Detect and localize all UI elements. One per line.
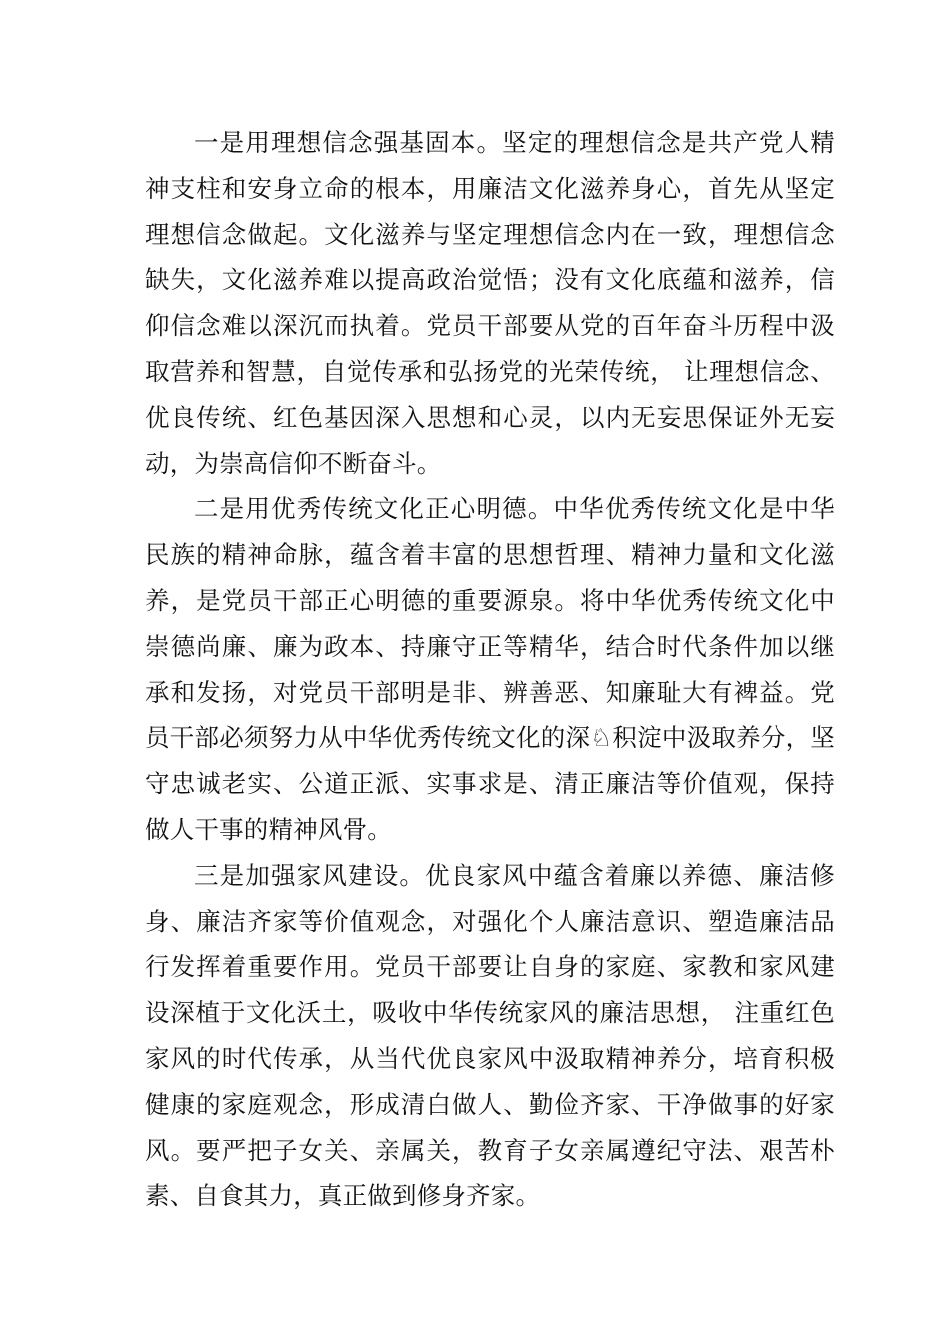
paragraph-ideals-beliefs: 一是用理想信念强基固本。坚定的理想信念是共产党人精神支柱和安身立命的根本，用廉洁文化滋养身心，首先从坚定理想信念做起。文化滋养与坚定理想信念内在一致，理想信念缺失，文化滋养难以提高政治觉悟；没有文化底蕴和滋养，信仰信念难以深沉而执着。党员干部要从党的百年奋斗历程中汲取营养和智慧，自觉传承和弘扬党的光荣传统， 让理想信念、优良传统、红色基因深入思想和心灵，以内无妄思保证外无妄动，为崇高信仰不断奋斗。	[145, 128, 835, 478]
document-body	[145, 120, 835, 1219]
paragraph-family-tradition: 三是加强家风建设。优良家风中蕴含着廉以养德、廉洁修身、廉洁齐家等价值观念，对强化个人廉洁意识、塑造廉洁品行发挥着重要作用。党员干部要让自身的家庭、家教和家风建设深植于文化沃土，吸收中华传统家风的廉洁思想， 注重红色家风的时代传承，从当代优良家风中汲取精神养分，培育积极健康的家庭观念，形成清白做人、勤俭齐家、干净做事的好家风。要严把子女关、亲属关，教育子女亲属遵纪守法、艰苦朴素、自食其力，真正做到修身齐家。	[145, 860, 835, 1211]
paragraph-traditional-culture: 二是用优秀传统文化正心明德。中华优秀传统文化是中华民族的精神命脉，蕴含着丰富的思想哲理、精神力量和文化滋养，是党员干部正心明德的重要源泉。将中华优秀传统文化中崇德尚廉、廉为政本、持廉守正等精华，结合时代条件加以继承和发扬，对党员干部明是非、辨善恶、知廉耻大有裨益。党员干部必须努力从中华优秀传统文化的深♘积淀中汲取养分，坚守忠诚老实、公道正派、实事求是、清正廉洁等价值观，保持做人干事的精神风骨。	[145, 494, 835, 844]
